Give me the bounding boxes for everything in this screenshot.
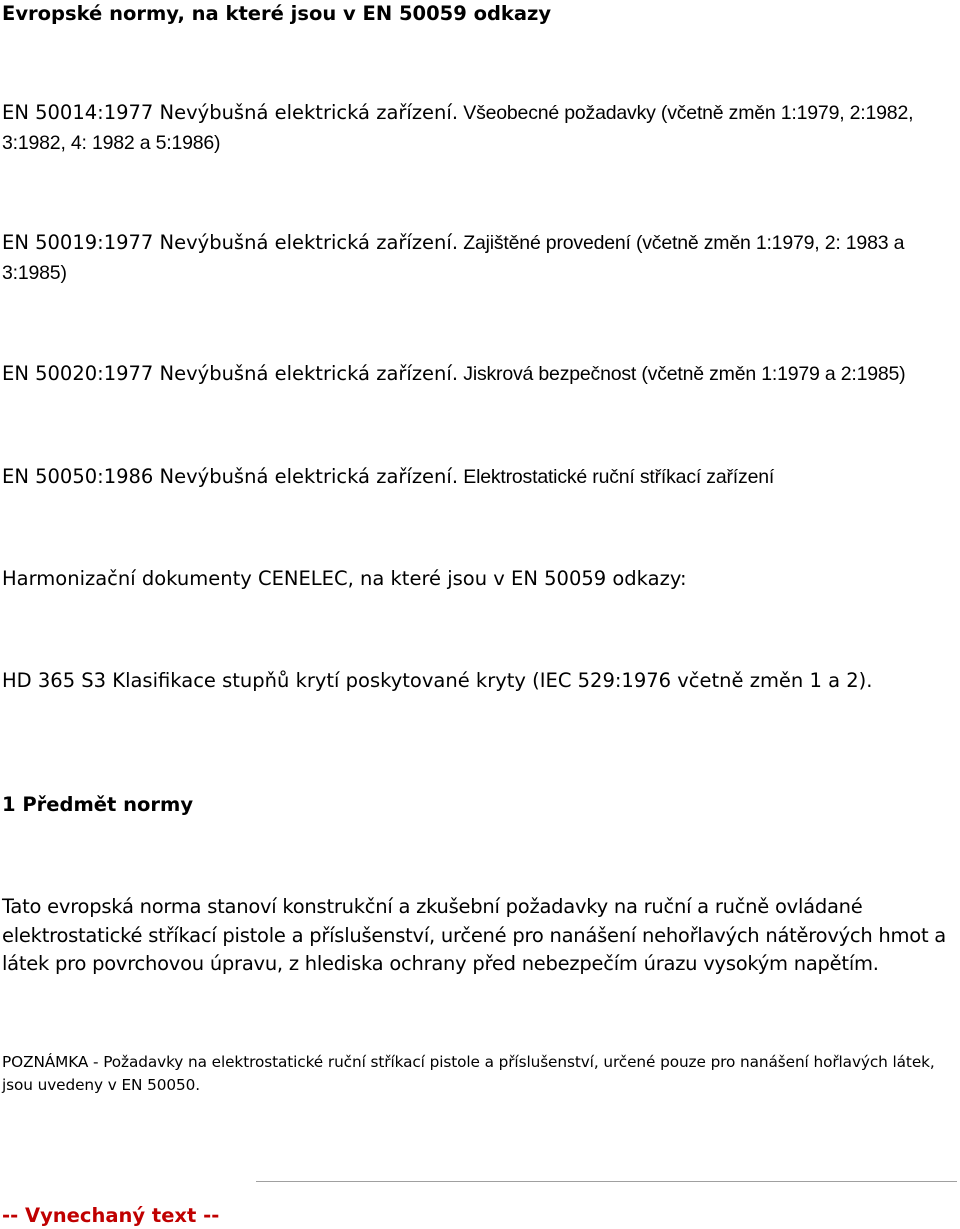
section-heading: 1 Předmět normy bbox=[2, 793, 194, 816]
reference-code: EN 50014:1977 Nevýbušná elektrická zařízení. bbox=[2, 101, 459, 124]
reference-code: EN 50050:1986 Nevýbušná elektrická zařízení. bbox=[2, 465, 459, 488]
reference-en-50014 bbox=[2, 98, 954, 158]
section-body: Tato evropská norma stanoví konstrukční a zkušební požadavky na ruční a ručně ovládané elektrostatické stříkací pistole a příslušenství, určené pro nanášení nehořlavých nátěrových hmot a látek pro povrchovou úpravu, z hlediska ochrany před nebezpečím úrazu vysokým napětím. bbox=[2, 895, 947, 975]
reference-code: EN 50020:1977 Nevýbušná elektrická zařízení. bbox=[2, 362, 459, 385]
document-title: Evropské normy, na které jsou v EN 50059 odkazy bbox=[2, 2, 552, 25]
reference-en-50050 bbox=[2, 462, 954, 492]
harmonization-intro: Harmonizační dokumenty CENELEC, na které jsou v EN 50059 odkazy: bbox=[2, 567, 687, 590]
note-paragraph: POZNÁMKA - Požadavky na elektrostatické ruční stříkací pistole a příslušenství, určené pouze pro nanášení hořlavých látek, jsou uvedeny v EN 50050. bbox=[2, 1053, 935, 1094]
reference-description: Všeobecné požadavky (včetně změn 1:1979, 2:1982, 3:1982, 4: 1982 a 5:1986) bbox=[2, 102, 914, 154]
harmonization-item: HD 365 S3 Klasifikace stupňů krytí poskytované kryty (IEC 529:1976 včetně změn 1 a 2). bbox=[2, 669, 873, 692]
reference-description: Zajištěné provedení (včetně změn 1:1979, 2: 1983 a 3:1985) bbox=[2, 232, 905, 284]
reference-description: Elektrostatické ruční stříkací zařízení bbox=[458, 466, 775, 488]
reference-en-50020 bbox=[2, 359, 954, 389]
reference-description: Jiskrová bezpečnost (včetně změn 1:1979 a 2:1985) bbox=[458, 363, 906, 385]
reference-code: EN 50019:1977 Nevýbušná elektrická zařízení. bbox=[2, 231, 459, 254]
divider-line bbox=[256, 1181, 957, 1182]
reference-en-50019 bbox=[2, 228, 954, 288]
omitted-text-marker: -- Vynechaný text -- bbox=[2, 1204, 220, 1227]
